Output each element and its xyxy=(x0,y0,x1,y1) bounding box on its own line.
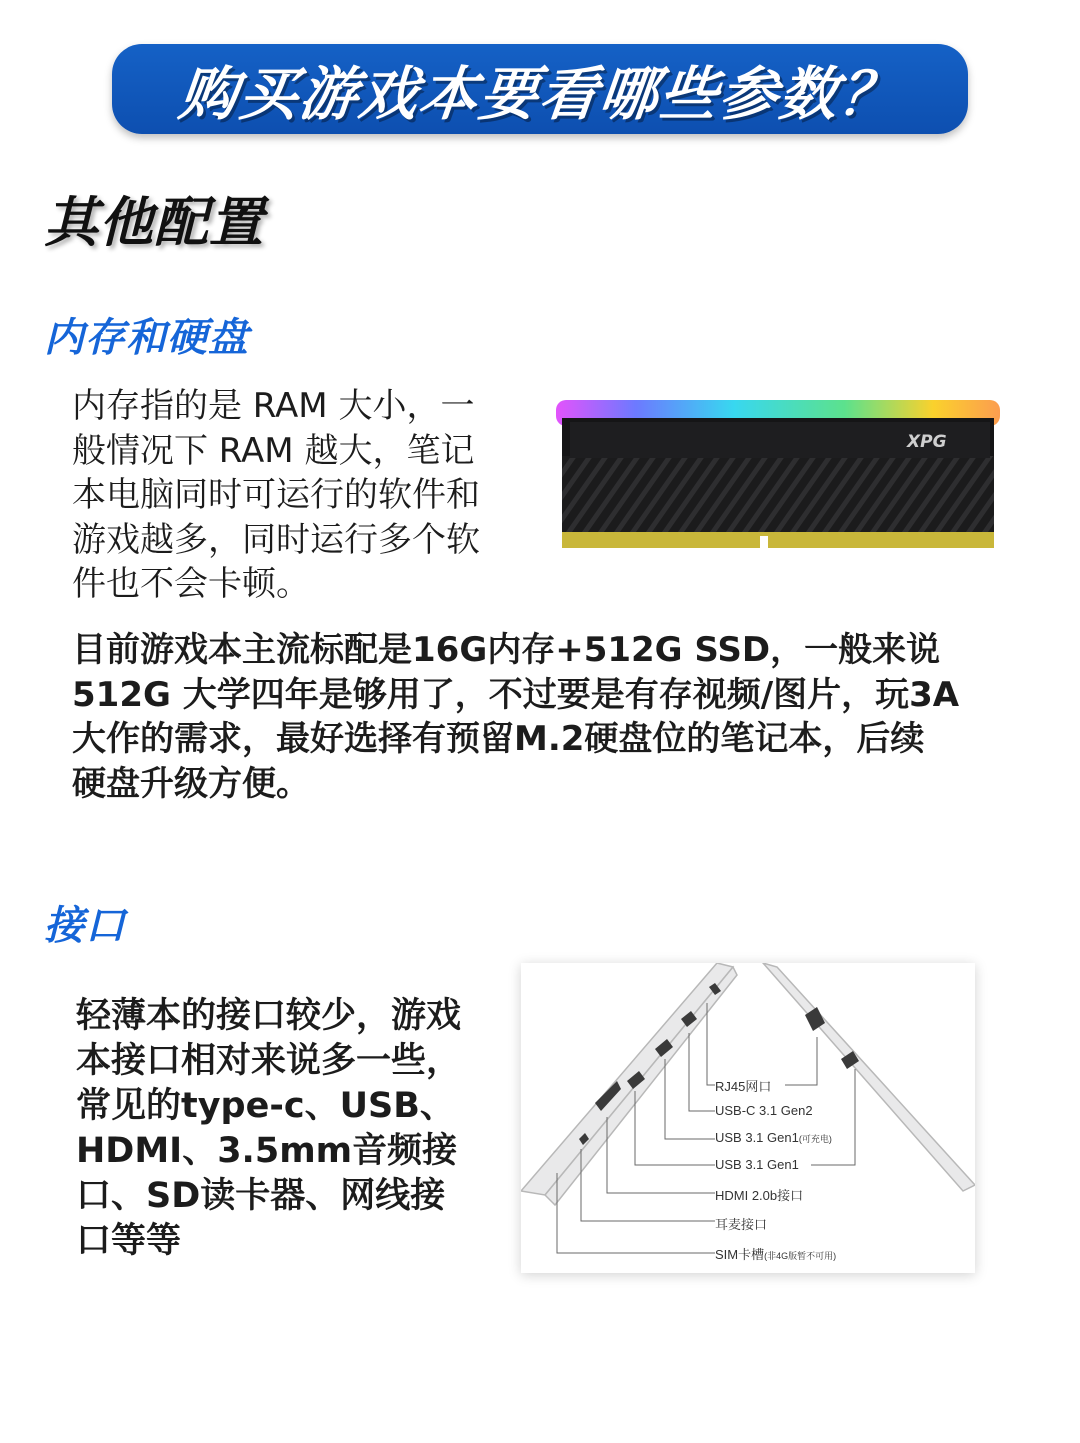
memory-line: 游戏越多，同时运行多个软 xyxy=(72,519,480,560)
port-label: USB 3.1 Gen1 xyxy=(715,1157,799,1172)
memory-paragraph xyxy=(72,384,522,607)
ports-line: 口等等 xyxy=(76,1221,182,1261)
storage-line: 硬盘升级方便。 xyxy=(72,763,310,804)
laptop-ports-diagram xyxy=(521,963,975,1273)
ports-line: 常见的type-c、USB、 xyxy=(76,1086,455,1126)
port-label: SIM卡槽(非4G版暂不可用) xyxy=(715,1247,837,1262)
port-label: USB-C 3.1 Gen2 xyxy=(715,1103,813,1118)
storage-line: 目前游戏本主流标配是16G内存+512G SSD，一般来说 xyxy=(72,630,941,670)
port-label: RJ45网口 xyxy=(715,1079,772,1094)
port-label: HDMI 2.0b接口 xyxy=(715,1188,804,1203)
storage-paragraph xyxy=(72,628,1032,806)
memory-line: 本电脑同时可运行的软件和 xyxy=(72,475,480,515)
ports-line: 轻薄本的接口较少，游戏 xyxy=(76,996,462,1036)
storage-line: 512G 大学四年是够用了，不过要是有存视频/图片，玩3A xyxy=(72,674,960,715)
ports-heading: 接口 xyxy=(44,903,126,949)
ports-line: HDMI、3.5mm音频接 xyxy=(76,1131,458,1171)
memory-line: 件也不会卡顿。 xyxy=(72,564,310,604)
ports-paragraph xyxy=(76,994,496,1264)
memory-heading: 内存和硬盘 xyxy=(44,315,249,361)
title-banner xyxy=(112,44,968,134)
ports-line: 口、SD读卡器、网线接 xyxy=(76,1176,446,1216)
memory-line: 般情况下 RAM 越大，笔记 xyxy=(72,430,475,471)
memory-line: 内存指的是 RAM 大小，一 xyxy=(72,386,475,426)
ram-module-image xyxy=(552,392,1004,554)
port-label: 耳麦接口 xyxy=(715,1217,768,1232)
ram-brand-logo: XPG xyxy=(907,432,947,452)
storage-line: 大作的需求，最好选择有预留M.2硬盘位的笔记本，后续 xyxy=(72,719,925,759)
port-label: USB 3.1 Gen1(可充电) xyxy=(715,1130,832,1145)
ports-line: 本接口相对来说多一些， xyxy=(76,1041,462,1081)
section-title: 其他配置 xyxy=(44,191,264,254)
page-title: 购买游戏本要看哪些参数？ xyxy=(175,60,904,128)
